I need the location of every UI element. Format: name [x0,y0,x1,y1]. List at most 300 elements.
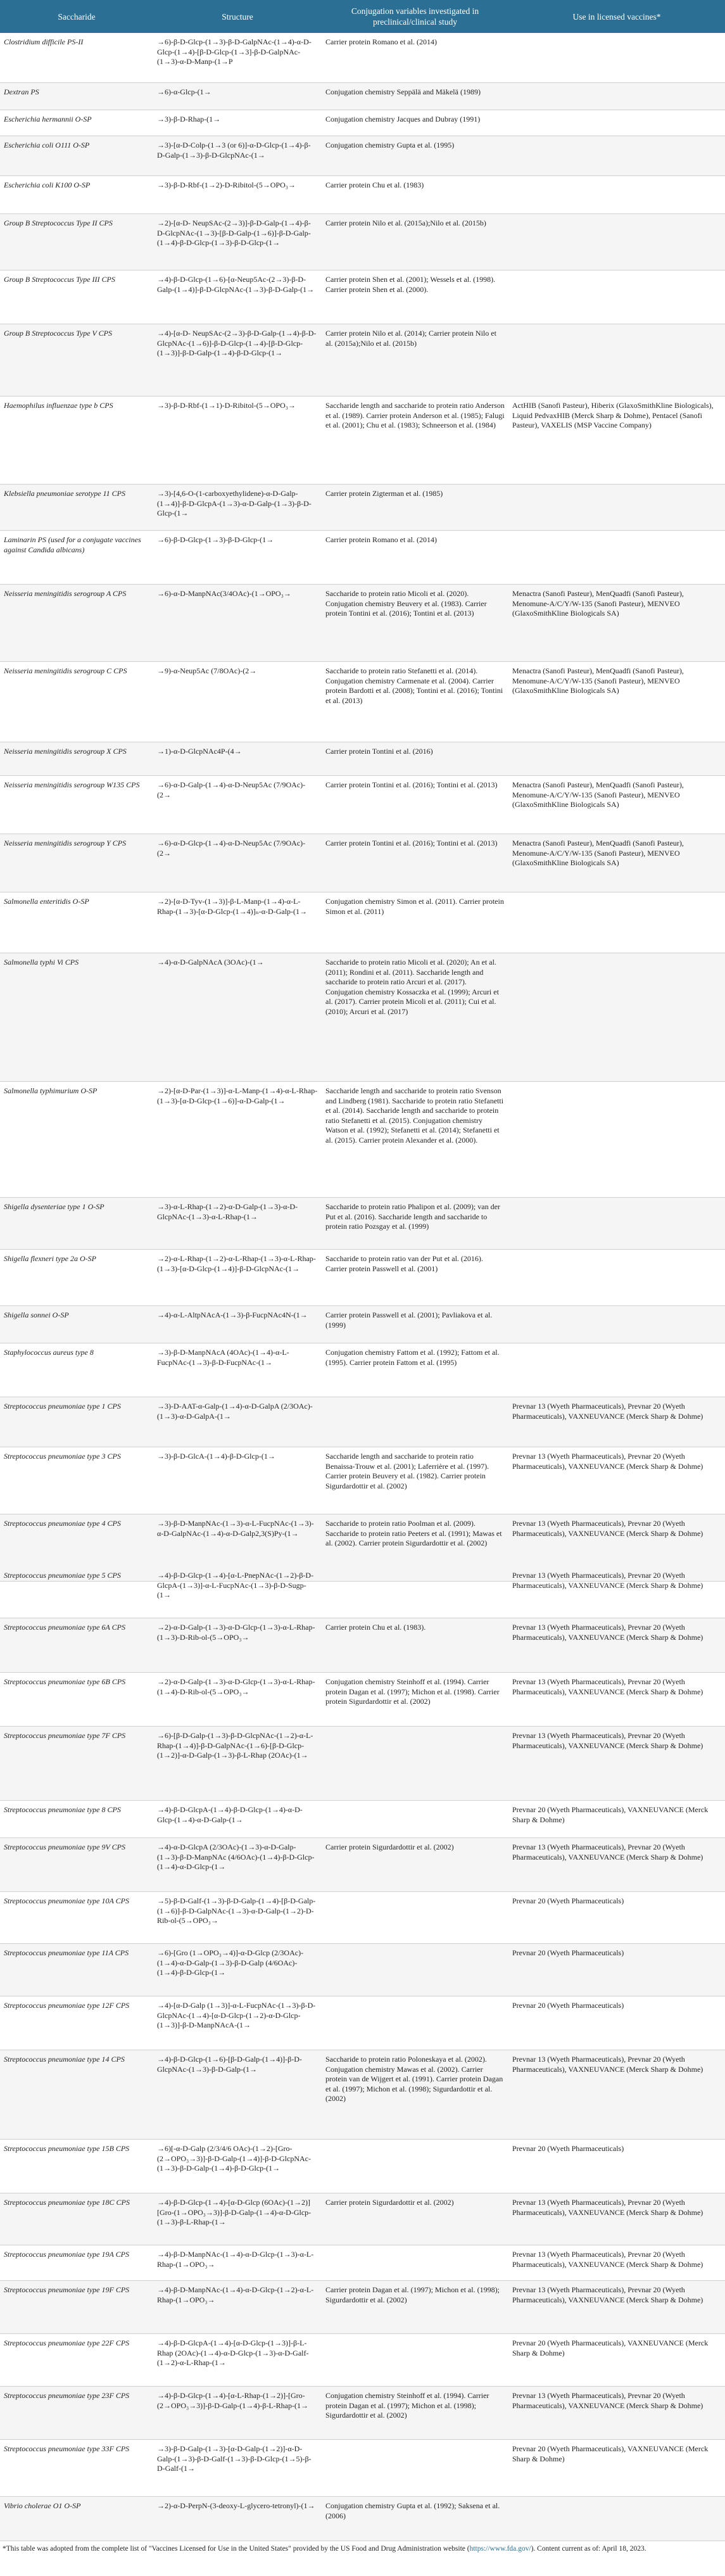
vaccines-cell-text: Prevnar 13 (Wyeth Pharmaceuticals), Prevnar 20 (Wyeth Pharmaceuticals), VAXNEUVANCE (Merck Sharp & Dohme) [512,2285,703,2304]
variables-cell-text: Carrier protein Sigurdardottir et al. (2002) [325,1843,454,1851]
table-row [0,2050,725,2140]
table-row [0,2193,725,2245]
vaccines-cell-text: Prevnar 20 (Wyeth Pharmaceuticals) [512,1948,624,1957]
header-label: Structure [222,11,253,22]
table-row [0,1250,725,1306]
variables-cell-text: Carrier protein Nilo et al. (2015a);Nilo et al. (2015b) [325,219,486,227]
variables-cell [322,485,508,530]
vaccines-cell [508,1566,725,1618]
table-row [0,1198,725,1250]
table-row [0,2497,725,2541]
saccharide-cell [0,953,153,1081]
vaccines-cell [508,83,725,110]
saccharide-cell [0,1838,153,1891]
variables-cell [322,1673,508,1726]
saccharide-cell-text: Vibrio cholerae O1 O-SP [4,2501,81,2510]
structure-cell [153,776,322,834]
structure-cell-text: →3)-α-L-Rhap-(1→2)-α-D-Galp-(1→3)-α-D-GlcpNAc-(1→3)-α-L-Rhap-(1→ [157,1202,298,1221]
saccharide-cell [0,2281,153,2333]
saccharide-cell-text: Shigella flexneri type 2a O-SP [4,1254,96,1263]
table-row [0,2334,725,2387]
header-cell [508,0,725,33]
saccharide-cell-text: Group B Streptococcus Type II CPS [4,219,113,227]
variables-cell [322,892,508,953]
header-cell [153,0,322,33]
structure-cell [153,1566,322,1618]
structure-cell-text: →2)-α-D-Galp-(1→3)-α-D-Glcp-(1→3)-α-L-Rhap-(1→3)-D-Rib-ol-(5→OPO₃→ [157,1623,315,1642]
table-row [0,531,725,585]
saccharide-cell-text: Streptococcus pneumoniae type 19F CPS [4,2285,130,2294]
table-row [0,1727,725,1801]
vaccines-cell-text: Prevnar 13 (Wyeth Pharmaceuticals), Prevnar 20 (Wyeth Pharmaceuticals), VAXNEUVANCE (Merck Sharp & Dohme) [512,1677,703,1696]
table-header-row [0,0,725,33]
variables-cell-text: Carrier protein Chu et al. (1983). [325,1623,426,1632]
variables-cell [322,270,508,324]
structure-cell [153,136,322,175]
vaccines-cell [508,2497,725,2541]
saccharide-cell [0,2140,153,2193]
variables-cell [322,2440,508,2496]
structure-cell [153,892,322,953]
footnote-text: *This table was adopted from the complete list of "Vaccines Licensed for Use in the United States" provided by the US Food and Drug Administration website ( [3,2545,470,2553]
variables-cell-text: Carrier protein Tontini et al. (2016); Tontini et al. (2013) [325,839,498,847]
saccharide-cell [0,1566,153,1618]
vaccines-cell [508,136,725,175]
saccharide-cell-text: Streptococcus pneumoniae type 7F CPS [4,1731,126,1740]
structure-cell-text: →3)-β-D-Rbf-(1→1)-D-Ribitol-(5→OPO₃→ [157,401,296,410]
saccharide-cell [0,1892,153,1943]
saccharide-cell-text: Streptococcus pneumoniae type 11A CPS [4,1948,129,1957]
saccharide-cell-text: Streptococcus pneumoniae type 9V CPS [4,1843,125,1851]
variables-cell [322,1306,508,1343]
saccharide-cell [0,892,153,953]
vaccines-cell [508,1198,725,1249]
variables-cell [322,776,508,834]
vaccines-cell [508,2245,725,2280]
variables-cell-text: Saccharide length and saccharide to protein ratio Anderson et al. (1989). Carrier protein Anderson et al. (1985); Falugi et al. (2001); Chu et al. (1983); Schneerson et al. (1984) [325,401,505,429]
variables-cell-text: Saccharide length and saccharide to protein ratio Benaissa-Trouw et al. (2001); Laferrière et al. (1997). Carrier protein Beuvery et al. (1982). Carrier protein Sigurdardottir et al. (2002) [325,1452,489,1490]
structure-cell-text: →6)-[Gro (1→OPO₃→4)]-α-D-Glcp (2/3OAc)-(1→4)-α-D-Galp-(1→3)-β-D-Galp (4/6OAc)-(1→4)-β-D-Glcp-(1→ [157,1948,304,1977]
header-label: Use in licensed vaccines* [572,11,661,22]
footnote-after: ). Content current as of: April 18, 2023. [531,2545,646,2553]
structure-cell [153,2193,322,2245]
structure-cell-text: →4)-β-D-Glcp-(1→6)-[α-Neup5Ac-(2→3)-β-D-Galp-(1→4)]-β-D-GlcpNAc-(1→3)-β-D-Galp-(1→ [157,275,315,294]
saccharide-cell-text: Laminarin PS (used for a conjugate vaccines against Candida albicans) [4,535,141,554]
structure-cell [153,270,322,324]
table-row [0,953,725,1082]
structure-cell-text: →3)-β-D-Rbf-(1→2)-D-Ribitol-(5→OPO₃→ [157,181,296,189]
structure-cell [153,1892,322,1943]
saccharide-cell [0,33,153,82]
vaccines-cell-text: ActHIB (Sanofi Pasteur), Hiberix (GlaxoSmithKline Biologicals), Liquid PedvaxHIB (Merck Sharp & Dohme), Pentacel (Sanofi Pasteur), VAXELIS (MSP Vaccine Company) [512,401,714,429]
structure-cell-text: →3)-[4,6-O-(1-carboxyethylidene)-α-D-Galp-(1→4)]-β-D-GlcpA-(1→3)-α-D-Galp-(1→3)-β-D-Glcp-(1→ [157,489,312,517]
saccharide-cell-text: Streptococcus pneumoniae type 8 CPS [4,1805,121,1814]
structure-cell-text: →4)-β-D-Glcp-(1→6)-[β-D-Galp-(1→4)]-β-D-GlcpNAc-(1→3)-β-D-Galp-(1→ [157,2055,302,2074]
variables-cell-text: Conjugation chemistry Jacques and Dubray (1991) [325,115,481,124]
vaccines-cell-text: Prevnar 13 (Wyeth Pharmaceuticals), Prevnar 20 (Wyeth Pharmaceuticals), VAXNEUVANCE (Merck Sharp & Dohme) [512,1731,703,1750]
vaccines-cell [508,1447,725,1514]
saccharide-cell-text: Streptococcus pneumoniae type 33F CPS [4,2444,130,2453]
saccharide-cell-text: Streptococcus pneumoniae type 6B CPS [4,1677,126,1686]
vaccines-cell [508,742,725,775]
vaccines-cell [508,662,725,742]
variables-cell [322,83,508,110]
variables-cell-text: Carrier protein Romano et al. (2014) [325,37,437,46]
table-row [0,214,725,270]
table-row [0,2140,725,2193]
structure-cell-text: →5)-β-D-Galf-(1→3)-β-D-Galp-(1→4)-[β-D-Galp-(1→6)]-β-D-GalpNAc-(1→3)-α-D-Galp-(1→2)-D-Rib-ol-(5→OPO₃→ [157,1896,316,1925]
variables-cell [322,1892,508,1943]
saccharide-cell [0,110,153,136]
table-row [0,2387,725,2440]
variables-cell [322,2193,508,2245]
structure-cell-text: →6)-α-D-Glcp-(1→4)-α-D-Neup5Ac (7/9OAc)-(2→ [157,839,306,858]
saccharide-cell-text: Salmonella typhimurium O-SP [4,1086,98,1095]
variables-cell [322,834,508,892]
saccharide-cell [0,397,153,484]
structure-cell [153,214,322,270]
structure-cell-text: →2)-[α-D-Tyv-(1→3)]-β-L-Manp-(1→4)-α-L-Rhap-(1→3)-[α-D-Glcp-(1→4)]ₙ-α-D-Galp-(1→ [157,897,308,916]
structure-cell [153,1944,322,1996]
vaccines-cell [508,2387,725,2439]
saccharide-cell [0,1801,153,1837]
structure-cell-text: →4)-β-D-Glcp-(1→4)-[α-D-Glcp (6OAc)-(1→2)][Gro-(1→OPO₃→3)]-β-D-Galp-(1→4)-α-D-Glcp-(1→3)-β-L-Rhap-(1→ [157,2198,312,2226]
structure-cell-text: →4)-α-D-GalpNAcA (3OAc)-(1→ [157,958,264,967]
vaccines-cell [508,1944,725,1996]
structure-cell-text: →2)-[α-D- NeupSAc-(2→3)]-β-D-Galp-(1→4)-β-D-GlcpNAc-(1→3)-[β-D-Galp-(1→6)]-β-D-Galp-(1→4)-β-D-Glcp-(1→3)-β-D-Glcp-(1→ [157,219,311,247]
saccharide-cell [0,662,153,742]
table-row [0,662,725,742]
variables-cell [322,136,508,175]
table-row [0,2281,725,2334]
saccharide-cell-text: Escherichia hermannii O-SP [4,115,92,124]
saccharide-cell [0,1944,153,1996]
structure-cell [153,1397,322,1447]
saccharide-cell [0,485,153,530]
variables-cell [322,1566,508,1618]
vaccines-cell [508,892,725,953]
variables-cell-text: Conjugation chemistry Steinhoff et al. (1994). Carrier protein Dagan et al. (1997); Michon et al. (1998); Sigurdardottir et al. (2002) [325,2391,489,2420]
structure-cell [153,585,322,661]
vaccines-cell-text: Prevnar 20 (Wyeth Pharmaceuticals) [512,2001,624,2010]
header-label: Saccharide [58,11,96,22]
vaccines-cell [508,776,725,834]
vaccines-cell-text: Prevnar 13 (Wyeth Pharmaceuticals), Prevnar 20 (Wyeth Pharmaceuticals), VAXNEUVANCE (Merck Sharp & Dohme) [512,1843,703,1862]
structure-cell [153,2440,322,2496]
variables-cell [322,1727,508,1800]
variables-cell [322,1996,508,2050]
table-row [0,1673,725,1727]
saccharide-cell-text: Neisseria meningitidis serogroup C CPS [4,666,127,675]
vaccines-cell [508,1838,725,1891]
structure-cell [153,2387,322,2439]
table-row [0,1566,725,1618]
vaccines-cell-text: Prevnar 20 (Wyeth Pharmaceuticals), VAXNEUVANCE (Merck Sharp & Dohme) [512,1805,709,1824]
variables-cell [322,531,508,584]
structure-cell-text: →6)-β-D-Glcp-(1→3)-β-D-Glcp-(1→ [157,535,274,544]
table-row [0,83,725,110]
variables-cell [322,2050,508,2139]
variables-cell [322,1618,508,1672]
saccharide-cell-text: Neisseria meningitidis serogroup W135 CPS [4,780,140,789]
structure-cell-text: →3)-β-D-ManpNAcA (4OAc)-(1→4)-α-L-FucpNAc-(1→3)-β-D-FucpNAc-(1→ [157,1348,289,1367]
saccharide-cell [0,776,153,834]
saccharide-cell-text: Staphylococcus aureus type 8 [4,1348,94,1357]
table-row [0,1306,725,1343]
saccharide-cell [0,1618,153,1672]
table-row [0,1944,725,1996]
saccharide-cell-text: Neisseria meningitidis serogroup X CPS [4,747,127,756]
structure-cell-text: →6)-α-D-Galp-(1→4)-α-D-Neup5Ac (7/9OAc)-(2→ [157,780,306,799]
saccharide-cell-text: Streptococcus pneumoniae type 3 CPS [4,1452,121,1461]
structure-cell-text: →3)-β-D-GlcA-(1→4)-β-D-Glcp-(1→ [157,1452,275,1461]
structure-cell-text: →3)-β-D-ManpNAc-(1→3)-α-L-FucpNAc-(1→3)-α-D-GalpNAc-(1→4)-α-D-Galp2,3(S)Py-(1→ [157,1519,314,1538]
variables-cell [322,324,508,396]
saccharide-cell-text: Streptococcus pneumoniae type 23F CPS [4,2391,130,2400]
variables-cell [322,2245,508,2280]
structure-cell [153,1343,322,1397]
variables-cell-text: Saccharide to protein ratio Stefanetti et al. (2014). Conjugation chemistry Carmenate et al. (2004). Carrier protein Bardotti et al. (2008); Tontini et al. (2016); Tontini et al. (2013) [325,666,503,705]
vaccines-cell [508,214,725,270]
structure-cell-text: →4)-[α-D- NeupSAc-(2→3)-β-D-Galp-(1→4)-β-D-GlcpNAc-(1→6)]-β-D-Glcp-(1→4)-[β-D-Glcp-(1→3)]-β-D-Galp-(1→4)-β-D-Glcp-(1→ [157,329,317,357]
structure-cell [153,33,322,82]
variables-cell [322,742,508,775]
saccharide-cell-text: Klebsiella pneumoniae serotype 11 CPS [4,489,125,498]
saccharide-cell-text: Haemophilus influenzae type b CPS [4,401,113,410]
structure-cell [153,110,322,136]
saccharide-cell [0,1727,153,1800]
variables-cell [322,2334,508,2386]
structure-cell-text: →6)-α-Glcp-(1→ [157,87,211,96]
saccharide-cell-text: Shigella sonnei O-SP [4,1310,69,1319]
variables-cell-text: Carrier protein Chu et al. (1983) [325,181,424,189]
variables-cell-text: Conjugation chemistry Seppälä and Mäkelä (1989) [325,87,481,96]
vaccines-cell [508,1397,725,1447]
structure-cell [153,2245,322,2280]
table-row [0,324,725,397]
table-row [0,136,725,176]
variables-cell [322,1447,508,1514]
structure-cell-text: →1)-α-D-GlcpNAc4P-(4→ [157,747,242,756]
variables-cell-text: Conjugation chemistry Simon et al. (2011). Carrier protein Simon et al. (2011) [325,897,504,916]
vaccines-cell [508,2050,725,2139]
vaccines-cell [508,953,725,1081]
saccharide-cell [0,176,153,213]
variables-cell-text: Carrier protein Nilo et al. (2014); Carrier protein Nilo et al. (2015a);Nilo et al. (2015b) [325,329,496,348]
table-row [0,1996,725,2050]
structure-cell-text: →3)-β-D-Galp-(1→3)-[α-D-Galp-(1→2)]-α-D-Galp-(1→3)-β-D-Galf-(1→3)-β-D-Glcp-(1→5)-β-D-Galf-(1→ [157,2444,312,2473]
saccharide-cell-text: Streptococcus pneumoniae type 19A CPS [4,2250,129,2259]
saccharide-cell-text: Streptococcus pneumoniae type 1 CPS [4,1402,121,1411]
structure-cell [153,1618,322,1672]
variables-cell-text: Carrier protein Passwell et al. (2001); Pavliakova et al. (1999) [325,1310,493,1329]
vaccines-cell [508,270,725,324]
table-row [0,776,725,834]
saccharide-cell [0,1198,153,1249]
vaccines-cell [508,1082,725,1197]
vaccines-cell [508,2334,725,2386]
vaccines-cell [508,585,725,661]
variables-cell [322,397,508,484]
structure-cell [153,2497,322,2541]
vaccines-cell-text: Menactra (Sanofi Pasteur), MenQuadfi (Sanofi Pasteur), Menomune-A/C/Y/W-135 (Sanofi Pasteur), MENVEO (GlaxoSmithKline Biologicals SA) [512,589,684,618]
saccharide-cell [0,270,153,324]
variables-cell [322,1801,508,1837]
structure-cell [153,1306,322,1343]
table-row [0,397,725,485]
structure-cell-text: →2)-[α-D-Par-(1→3)]-α-L-Manp-(1→4)-α-L-Rhap-(1→3)-[α-D-Glcp-(1→6)]-α-D-Galp-(1→ [157,1086,318,1105]
structure-cell-text: →4)-α-L-AltpNAcA-(1→3)-β-FucpNAc4N-(1→ [157,1310,308,1319]
vaccines-cell [508,1892,725,1943]
vaccines-cell [508,1801,725,1837]
structure-cell [153,1727,322,1800]
saccharide-cell [0,2334,153,2386]
saccharide-cell-text: Streptococcus pneumoniae type 14 CPS [4,2055,125,2064]
vaccines-cell [508,397,725,484]
variables-cell-text: Saccharide to protein ratio van der Put et al. (2016). Carrier protein Passwell et al. (2001) [325,1254,483,1273]
variables-cell [322,1250,508,1305]
saccharide-cell-text: Streptococcus pneumoniae type 12F CPS [4,2001,130,2010]
saccharide-cell-text: Salmonella typhi Vi CPS [4,958,79,967]
variables-cell-text: Carrier protein Tontini et al. (2016) [325,747,433,756]
variables-cell-text: Conjugation chemistry Fattom et al. (1992); Fattom et al. (1995). Carrier protein Fattom et al. (1995) [325,1348,500,1367]
saccharide-cell [0,2050,153,2139]
structure-cell-text: →9)-α-Neup5Ac (7/8OAc)-(2→ [157,666,257,675]
table-row [0,485,725,531]
structure-cell [153,176,322,213]
variables-cell [322,110,508,136]
variables-cell-text: Saccharide to protein ratio Micoli et al. (2020); An et al. (2011); Rondini et al. (2011). Saccharide length and saccharide to protein ratio Arcuri et al. (2017). Conjugation chemistry Kossaczka et al. (1999); Arcuri et al. (2017). Carrier protein Micoli et al. (2011); Cui et al. (2010); Arcuri et al. (2017) [325,958,499,1016]
saccharide-cell [0,1996,153,2050]
table-row [0,1082,725,1198]
header-cell [322,0,508,33]
vaccines-cell [508,1306,725,1343]
structure-cell [153,485,322,530]
variables-cell-text: Saccharide to protein ratio Micoli et al. (2020). Conjugation chemistry Beuvery et al. (1983). Carrier protein Tontini et al. (2016); Tontini et al. (2013) [325,589,487,618]
structure-cell [153,83,322,110]
saccharide-cell [0,834,153,892]
structure-cell [153,1250,322,1305]
vaccines-cell [508,176,725,213]
structure-cell-text: →4)-β-D-ManpNAc-(1→4)-α-D-Glcp-(1→3)-α-L-Rhap-(1→OPO₃→ [157,2250,314,2269]
variables-cell-text: Saccharide to protein ratio Phalipon et al. (2009); van der Put et al. (2016). Saccharide length and saccharide to protein ratio Pozsgay et al. (1999) [325,1202,500,1231]
structure-cell [153,662,322,742]
variables-cell-text: Carrier protein Dagan et al. (1997); Michon et al. (1998); Sigurdardottir et al. (2002) [325,2285,500,2304]
variables-cell-text: Carrier protein Sigurdardottir et al. (2002) [325,2198,454,2207]
variables-cell [322,1343,508,1397]
structure-cell [153,834,322,892]
vaccines-cell-text: Prevnar 13 (Wyeth Pharmaceuticals), Prevnar 20 (Wyeth Pharmaceuticals), VAXNEUVANCE (Merck Sharp & Dohme) [512,2198,703,2217]
saccharide-cell [0,83,153,110]
saccharide-cell-text: Streptococcus pneumoniae type 5 CPS [4,1571,121,1580]
vaccines-cell-text: Prevnar 13 (Wyeth Pharmaceuticals), Prevnar 20 (Wyeth Pharmaceuticals), VAXNEUVANCE (Merck Sharp & Dohme) [512,2250,703,2269]
vaccines-cell [508,324,725,396]
structure-cell-text: →4)-β-D-GlcpA-(1→4)-β-D-Glcp-(1→4)-α-D-Glcp-(1→4)-α-D-Galp-(1→ [157,1805,303,1824]
saccharide-cell [0,1447,153,1514]
variables-cell [322,2140,508,2193]
structure-cell-text: →6)-[β-D-Galp-(1→3)-β-D-GlcpNAc-(1→2)-α-L-Rhap-(1→4)]-β-D-GalpNAc-(1→6)-[β-D-Glcp-(1→2)]-α-D-Galp-(1→3)-β-L-Rhap (2OAc)-(1→ [157,1731,313,1760]
vaccines-cell-text: Prevnar 13 (Wyeth Pharmaceuticals), Prevnar 20 (Wyeth Pharmaceuticals), VAXNEUVANCE (Merck Sharp & Dohme) [512,1452,703,1471]
vaccines-cell-text: Prevnar 13 (Wyeth Pharmaceuticals), Prevnar 20 (Wyeth Pharmaceuticals), VAXNEUVANCE (Merck Sharp & Dohme) [512,2391,703,2410]
header-label: Conjugation variables investigated in preclinical/clinical study [351,6,479,27]
table-row [0,1618,725,1673]
variables-cell-text: Carrier protein Tontini et al. (2016); Tontini et al. (2013) [325,780,498,789]
vaccines-cell-text: Menactra (Sanofi Pasteur), MenQuadfi (Sanofi Pasteur), Menomune-A/C/Y/W-135 (Sanofi Pasteur), MENVEO (GlaxoSmithKline Biologicals SA) [512,780,684,809]
vaccines-cell-text: Prevnar 13 (Wyeth Pharmaceuticals), Prevnar 20 (Wyeth Pharmaceuticals), VAXNEUVANCE (Merck Sharp & Dohme) [512,1623,703,1642]
vaccines-cell-text: Prevnar 20 (Wyeth Pharmaceuticals) [512,2144,624,2153]
saccharide-cell [0,1397,153,1447]
table-row [0,2245,725,2281]
table-row [0,270,725,324]
table-row [0,742,725,776]
vaccines-cell-text: Prevnar 13 (Wyeth Pharmaceuticals), Prevnar 20 (Wyeth Pharmaceuticals), VAXNEUVANCE (Merck Sharp & Dohme) [512,1402,703,1421]
table-row [0,1447,725,1514]
saccharide-cell-text: Streptococcus pneumoniae type 18C CPS [4,2198,130,2207]
fda-link[interactable]: https://www.fda.gov/ [469,2545,531,2553]
structure-cell-text: →3)-[α-D-Colp-(1→3 (or 6)]-α-D-Glcp-(1→4)-β-D-Galp-(1→3)-β-D-GlcpNAc-(1→ [157,141,311,160]
saccharide-cell-text: Neisseria meningitidis serogroup A CPS [4,589,127,598]
variables-cell-text: Carrier protein Shen et al. (2001); Wessels et al. (1998). Carrier protein Shen et al. (2000). [325,275,496,294]
variables-cell-text: Carrier protein Romano et al. (2014) [325,535,437,544]
structure-cell [153,1198,322,1249]
vaccines-cell [508,2440,725,2496]
structure-cell [153,1447,322,1514]
variables-cell [322,1082,508,1197]
vaccines-cell [508,2140,725,2193]
table-row [0,1838,725,1892]
saccharide-cell-text: Streptococcus pneumoniae type 10A CPS [4,1896,129,1905]
saccharide-cell [0,2245,153,2280]
structure-cell [153,1996,322,2050]
saccharide-cell [0,2440,153,2496]
saccharide-cell-text: Escherichia coli K100 O-SP [4,181,91,189]
structure-cell-text: →2)-α-D-Galp-(1→3)-α-D-Glcp-(1→3)-α-L-Rhap-(1→4)-D-Rib-ol-(5→OPO₃→ [157,1677,315,1696]
vaccines-cell [508,1343,725,1397]
saccharide-cell [0,2193,153,2245]
structure-cell [153,324,322,396]
vaccines-cell [508,834,725,892]
variables-cell [322,1838,508,1891]
variables-cell [322,214,508,270]
vaccines-cell [508,2281,725,2333]
vaccines-cell [508,110,725,136]
structure-cell [153,953,322,1081]
header-cell [0,0,153,33]
vaccines-cell [508,33,725,82]
vaccines-cell [508,1727,725,1800]
structure-cell-text: →6)-β-D-Glcp-(1→3)-β-D-GalpNAc-(1→4)-α-D-Glcp-(1→4)-[β-D-Glcp-(1→3]-β-D-GalpNAc-(1→3)-α-D-Manp-(1→P [157,37,312,66]
variables-cell [322,1198,508,1249]
structure-cell [153,2140,322,2193]
saccharide-cell-text: Streptococcus pneumoniae type 6A CPS [4,1623,125,1632]
variables-cell [322,2387,508,2439]
saccharide-cell-text: Group B Streptococcus Type III CPS [4,275,115,284]
saccharide-cell [0,2387,153,2439]
structure-cell-text: →4)-β-D-Glcp-(1→4)-[α-L-PnepNAc-(1→2)-β-D-GlcpA-(1→3)]-α-L-FucpNAc-(1→3)-β-D-Sugp-(1→ [157,1571,314,1599]
vaccines-cell-text: Prevnar 20 (Wyeth Pharmaceuticals), VAXNEUVANCE (Merck Sharp & Dohme) [512,2444,709,2463]
saccharide-cell [0,531,153,584]
structure-cell [153,742,322,775]
saccharide-cell-text: Streptococcus pneumoniae type 4 CPS [4,1519,121,1528]
saccharide-cell-text: Escherichia coli O111 O-SP [4,141,90,149]
saccharide-cell [0,1673,153,1726]
structure-cell-text: →6)-α-D-ManpNAc(3/4OAc)-(1→OPO₃→ [157,589,291,598]
vaccines-cell-text: Prevnar 20 (Wyeth Pharmaceuticals) [512,1896,624,1905]
vaccines-cell [508,1996,725,2050]
table-row [0,1892,725,1944]
variables-cell-text: Saccharide length and saccharide to protein ratio Svenson and Lindberg (1981). Saccharide to protein ratio Stefanetti et al. (2014). Saccharide length and saccharide to protein ratio Stefanetti et al. (2015). Conjugation chemistry Watson et al. (1992); Stefanetti et al. (2014); Stefanetti et al. (2015). Carrier protein Alexander et al. (2000). [325,1086,504,1145]
saccharide-cell [0,324,153,396]
